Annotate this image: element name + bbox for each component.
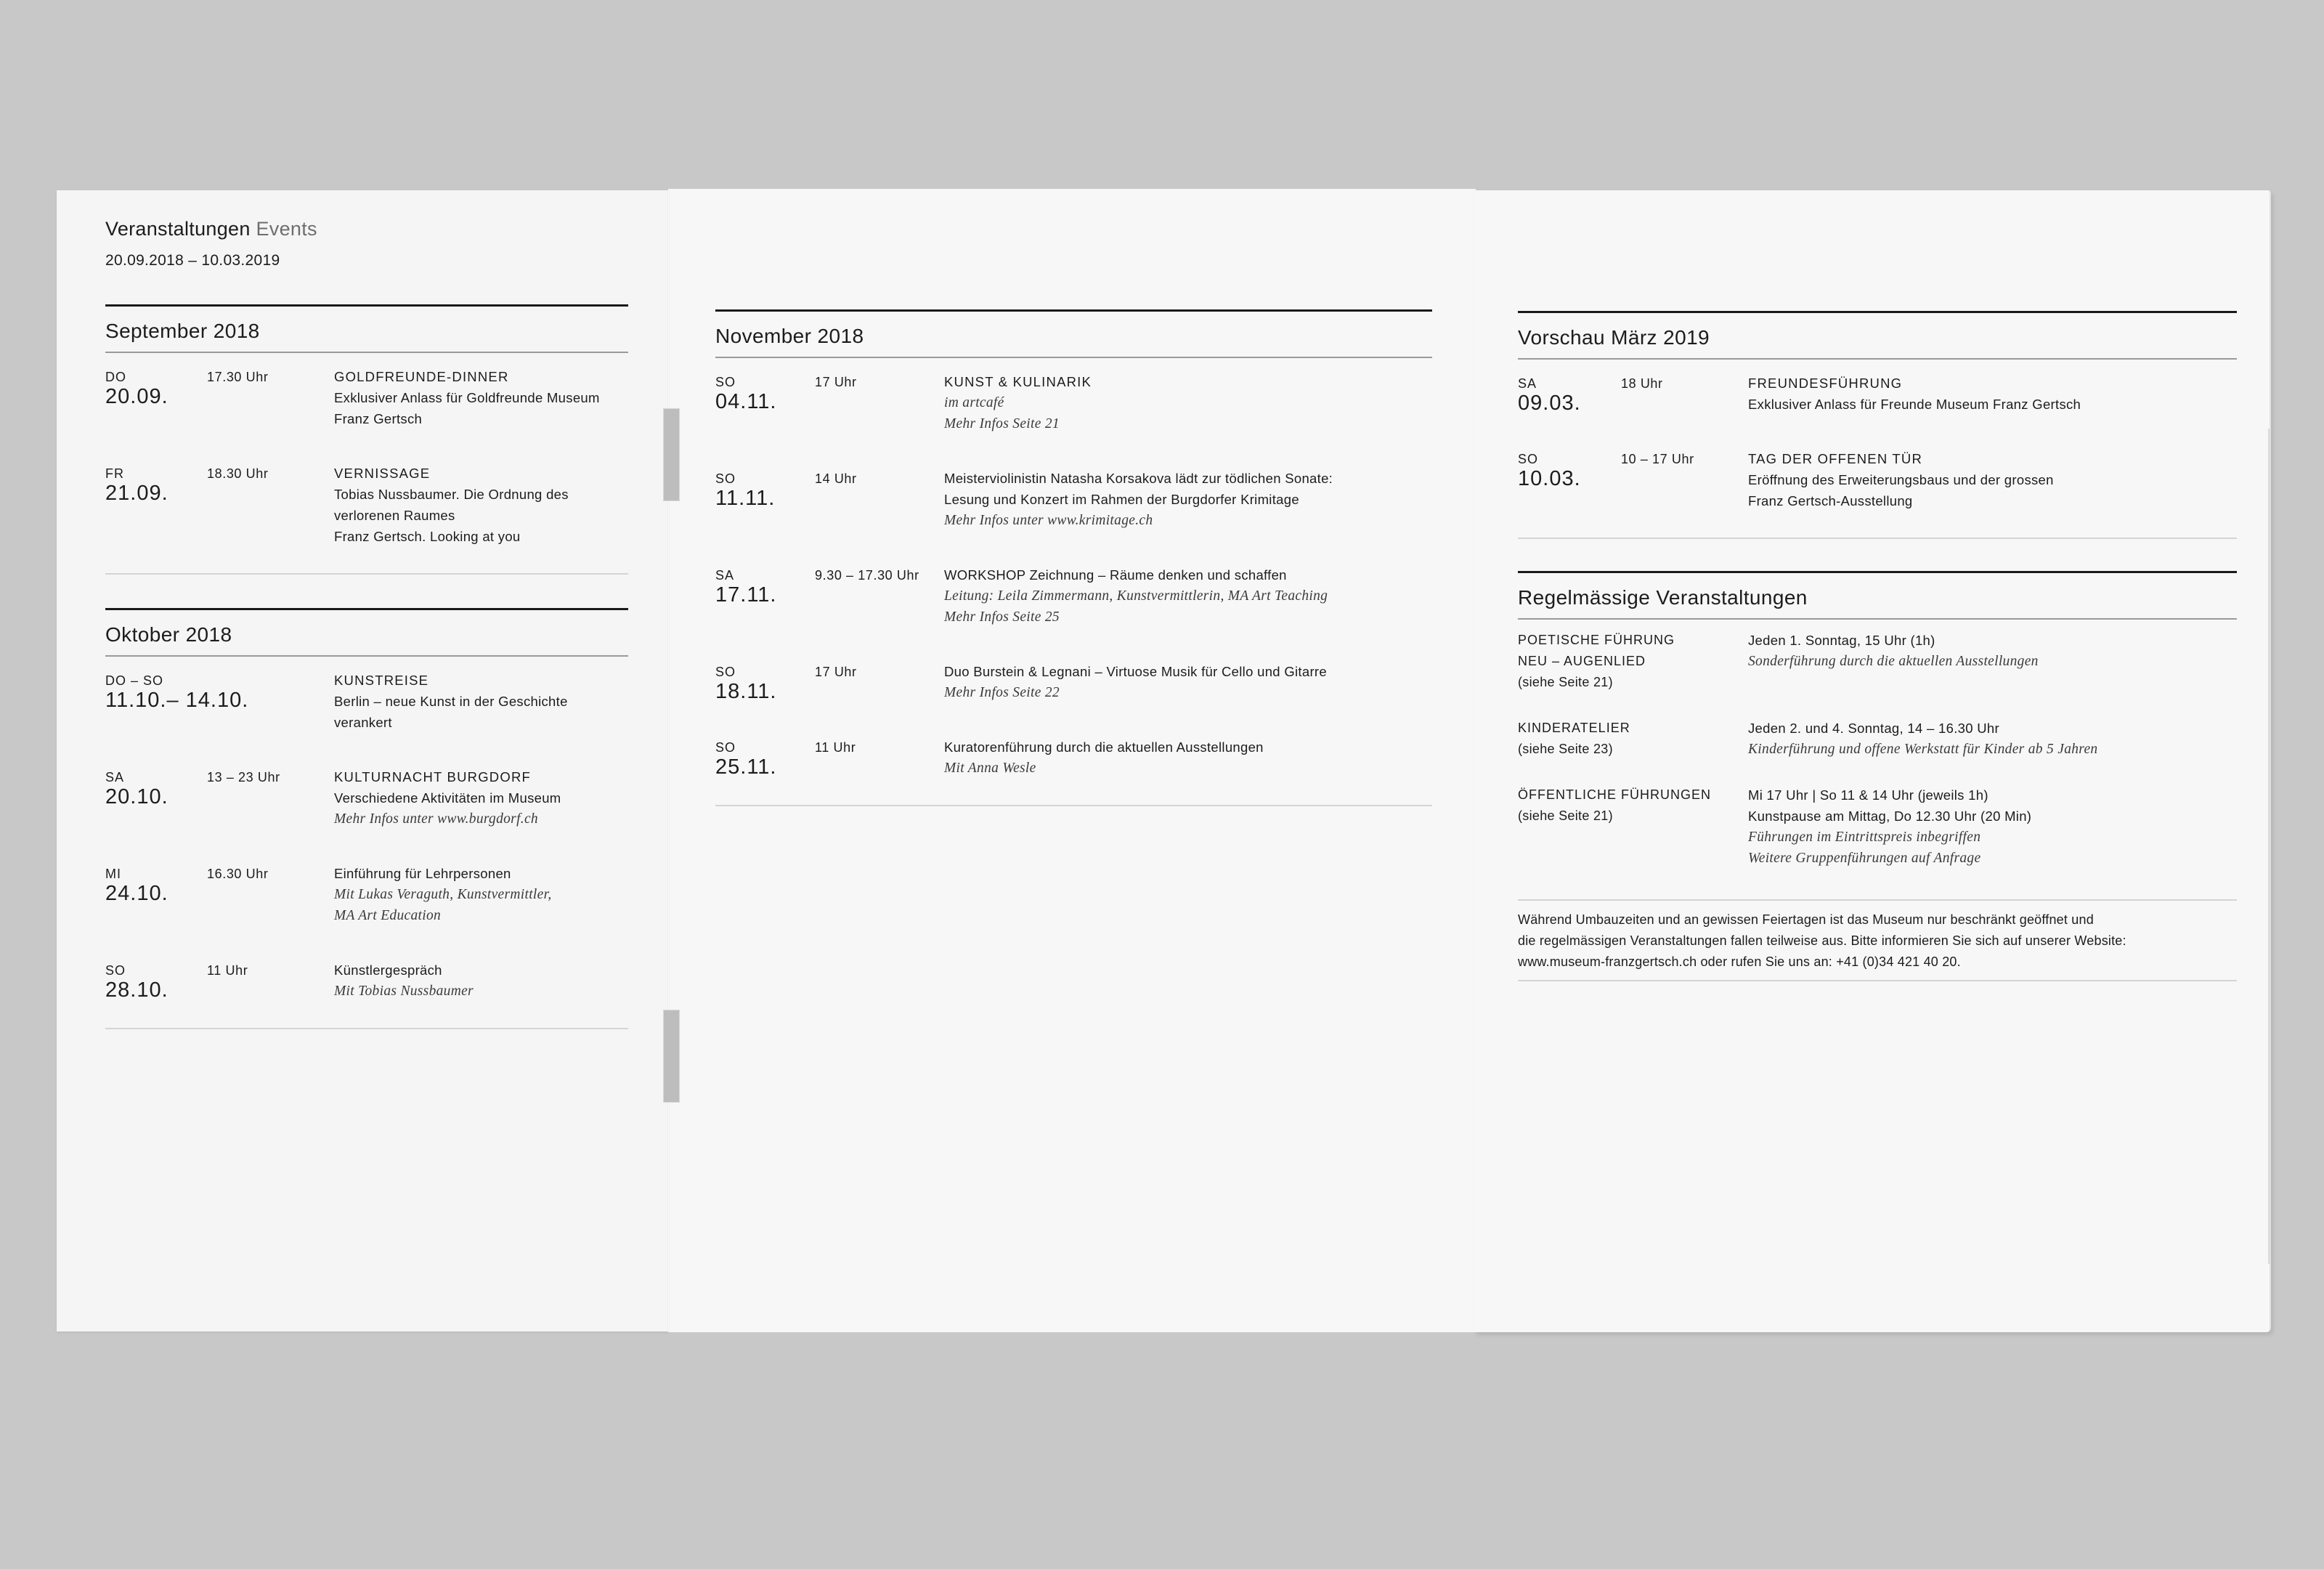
entry-desc-line: Mit Tobias Nussbaumer <box>334 984 474 999</box>
event-date: 21.09. <box>105 482 168 505</box>
entry-desc-line: Franz Gertsch <box>334 411 423 426</box>
regular-desc-line: Mi 17 Uhr | So 11 & 14 Uhr (jeweils 1h) <box>1748 787 1988 803</box>
regular-label-line: NEU – AUGENLIED <box>1518 654 1646 668</box>
event-date: 04.11. <box>715 390 777 413</box>
event-time: 18.30 Uhr <box>207 466 269 481</box>
event-entry <box>1518 376 2237 451</box>
entry-desc-line: KULTURNACHT BURGDORF <box>334 769 532 784</box>
entry-desc-line: WORKSHOP Zeichnung – Räume denken und schaffen <box>944 567 1287 583</box>
regular-desc-line: Weitere Gruppenführungen auf Anfrage <box>1748 851 1981 866</box>
regular-label-line: (siehe Seite 21) <box>1518 675 1613 689</box>
entry-desc-line: Franz Gertsch-Ausstellung <box>1748 493 1913 508</box>
event-date: 28.10. <box>105 978 168 1002</box>
event-weekday: MI <box>105 867 121 881</box>
event-entry <box>105 369 628 466</box>
month-section-oktober <box>105 610 628 1029</box>
month-section-september <box>105 307 628 575</box>
title-german: Veranstaltungen <box>105 218 251 240</box>
regular-label-line: KINDERATELIER <box>1518 721 1630 735</box>
event-weekday: DO <box>105 370 126 384</box>
event-date: 20.09. <box>105 385 168 408</box>
event-weekday: SO <box>715 665 736 679</box>
event-description <box>1748 373 2081 415</box>
regular-label-line: (siehe Seite 23) <box>1518 742 1613 756</box>
event-description <box>334 766 561 830</box>
date-range: 20.09.2018 – 10.03.2019 <box>105 252 280 269</box>
regular-desc-line: Jeden 1. Sonntag, 15 Uhr (1h) <box>1748 633 1935 648</box>
event-date: 17.11. <box>715 583 777 607</box>
event-time: 17 Uhr <box>815 665 857 679</box>
event-description <box>334 366 600 429</box>
event-time: 11 Uhr <box>207 963 248 978</box>
entry-desc-line: Mehr Infos Seite 25 <box>944 609 1060 625</box>
event-description <box>334 863 552 926</box>
event-description <box>944 468 1333 531</box>
event-time: 13 – 23 Uhr <box>207 770 280 784</box>
entry-desc-line: TAG DER OFFENEN TÜR <box>1748 451 1923 466</box>
month-heading: November 2018 <box>715 325 864 347</box>
entry-desc-line: Mehr Infos unter www.krimitage.ch <box>944 513 1153 528</box>
regular-events-list <box>1518 630 2237 893</box>
heading-rule <box>1518 358 2237 360</box>
heading-rule <box>715 357 1432 358</box>
heading-rule <box>1518 618 2237 620</box>
event-time: 9.30 – 17.30 Uhr <box>815 568 919 583</box>
month-heading: September 2018 <box>105 320 260 342</box>
event-time: 14 Uhr <box>815 471 857 486</box>
regular-event <box>1518 784 2237 893</box>
note-line: die regelmässigen Veranstaltungen fallen teilweise aus. Bitte informieren Sie sich auf unserer Website: <box>1518 933 2126 948</box>
entry-desc-line: verankert <box>334 715 392 730</box>
event-weekday: SA <box>715 568 735 583</box>
page-title <box>105 218 628 240</box>
entry-desc-line: Leitung: Leila Zimmermann, Kunstvermittlerin, MA Art Teaching <box>944 588 1328 604</box>
event-entry <box>105 866 628 962</box>
event-date: 09.03. <box>1518 392 1581 415</box>
entry-desc-line: Mehr Infos Seite 22 <box>944 685 1060 700</box>
event-date: 20.10. <box>105 785 168 808</box>
event-date: 11.10.– 14.10. <box>105 689 249 712</box>
regular-event <box>1518 718 2237 784</box>
entry-desc-line: MA Art Education <box>334 908 442 923</box>
event-weekday: SA <box>1518 376 1537 391</box>
regular-label-line: POETISCHE FÜHRUNG <box>1518 633 1675 647</box>
regular-desc-line: Kinderführung und offene Werkstatt für Kinder ab 5 Jahren <box>1748 742 2098 757</box>
event-date: 11.11. <box>715 487 776 510</box>
regular-event <box>1518 630 2237 718</box>
entry-desc-line: KUNST & KULINARIK <box>944 374 1092 389</box>
event-description <box>334 670 568 733</box>
heading-rule <box>105 352 628 353</box>
regular-events-heading: Regelmässige Veranstaltungen <box>1518 586 1808 609</box>
entry-desc-line: GOLDFREUNDE-DINNER <box>334 369 509 384</box>
event-entry <box>715 739 1432 815</box>
regular-event-description <box>1748 718 2097 760</box>
staple-top <box>663 408 680 501</box>
event-description <box>334 463 569 547</box>
note-line: Während Umbauzeiten und an gewissen Feiertagen ist das Museum nur beschränkt geöffnet und <box>1518 912 2094 927</box>
event-time: 11 Uhr <box>815 740 856 755</box>
page-fold <box>1473 190 1476 1331</box>
entry-desc-line: Mit Anna Wesle <box>944 761 1036 776</box>
event-description <box>334 960 474 1002</box>
entry-desc-line: Kuratorenführung durch die aktuellen Ausstellungen <box>944 739 1264 755</box>
staple-bottom <box>663 1010 680 1103</box>
title-english: Events <box>256 218 317 240</box>
regular-desc-line: Kunstpause am Mittag, Do 12.30 Uhr (20 Min) <box>1748 808 2032 824</box>
regular-desc-line: Jeden 2. und 4. Sonntag, 14 – 16.30 Uhr <box>1748 721 1999 736</box>
divider <box>1518 980 2237 981</box>
entry-desc-line: Franz Gertsch. Looking at you <box>334 529 521 544</box>
event-time: 17.30 Uhr <box>207 370 269 384</box>
regular-label-line: ÖFFENTLICHE FÜHRUNGEN <box>1518 787 1712 802</box>
event-entry <box>715 374 1432 471</box>
event-date: 24.10. <box>105 882 168 905</box>
event-weekday: SO <box>715 375 736 389</box>
event-time: 17 Uhr <box>815 375 857 389</box>
event-description <box>944 371 1092 434</box>
event-description <box>944 737 1264 779</box>
entry-desc-line: Exklusiver Anlass für Goldfreunde Museum <box>334 390 600 405</box>
event-date: 25.11. <box>715 755 777 779</box>
entry-desc-line: Berlin – neue Kunst in der Geschichte <box>334 694 568 709</box>
entry-desc-line: verlorenen Raumes <box>334 508 455 523</box>
event-description <box>944 661 1327 703</box>
heading-rule <box>105 655 628 657</box>
note-line: www.museum-franzgertsch.ch oder rufen Sie uns an: +41 (0)34 421 40 20. <box>1518 954 1961 969</box>
regular-label-line: (siehe Seite 21) <box>1518 808 1613 823</box>
entry-desc-line: Meisterviolinistin Natasha Korsakova lädt zur tödlichen Sonate: <box>944 471 1333 486</box>
entry-desc-line: Lesung und Konzert im Rahmen der Burgdorfer Krimitage <box>944 492 1299 507</box>
info-note <box>1518 901 2237 980</box>
event-entry <box>105 466 628 583</box>
right-column <box>1518 311 2237 981</box>
event-time: 18 Uhr <box>1621 376 1663 391</box>
month-section-maerz <box>1518 313 2237 539</box>
entry-desc-line: Mehr Infos unter www.burgdorf.ch <box>334 811 538 827</box>
event-entry <box>105 769 628 866</box>
entry-desc-line: Mehr Infos Seite 21 <box>944 416 1060 431</box>
event-date: 10.03. <box>1518 467 1581 490</box>
event-description <box>944 564 1328 628</box>
month-section-november <box>715 312 1432 806</box>
page-edge <box>2268 429 2270 1264</box>
event-weekday: SO <box>715 471 736 486</box>
event-description <box>1748 448 2054 511</box>
entry-desc-line: Eröffnung des Erweiterungsbaus und der grossen <box>1748 472 2054 487</box>
event-entry <box>715 567 1432 664</box>
event-weekday: DO – SO <box>105 673 164 688</box>
event-weekday: FR <box>105 466 124 481</box>
event-entry <box>715 471 1432 567</box>
entry-desc-line: Mit Lukas Veraguth, Kunstvermittler, <box>334 887 552 902</box>
booklet-spine <box>667 190 670 1331</box>
entry-desc-line: KUNSTREISE <box>334 673 429 688</box>
event-time: 10 – 17 Uhr <box>1621 452 1694 466</box>
entry-desc-line: Verschiedene Aktivitäten im Museum <box>334 790 561 806</box>
event-weekday: SO <box>105 963 126 978</box>
entry-desc-line: Tobias Nussbaumer. Die Ordnung des <box>334 487 569 502</box>
regular-desc-line: Führungen im Eintrittspreis inbegriffen <box>1748 830 1981 845</box>
left-column <box>105 218 628 1029</box>
event-entry <box>105 673 628 769</box>
event-weekday: SO <box>715 740 736 755</box>
event-entry <box>715 664 1432 739</box>
middle-column <box>715 309 1432 806</box>
entry-desc-line: VERNISSAGE <box>334 466 431 481</box>
event-time: 16.30 Uhr <box>207 867 269 881</box>
event-entry <box>105 962 628 1038</box>
event-date: 18.11. <box>715 680 777 703</box>
event-entry <box>1518 451 2237 548</box>
entry-desc-line: Exklusiver Anlass für Freunde Museum Franz Gertsch <box>1748 397 2081 412</box>
regular-event-description <box>1748 630 2039 672</box>
event-weekday: SO <box>1518 452 1539 466</box>
entry-desc-line: Duo Burstein & Legnani – Virtuose Musik für Cello und Gitarre <box>944 664 1327 679</box>
entry-desc-line: im artcafé <box>944 395 1004 410</box>
regular-event-description <box>1748 784 2031 869</box>
entry-desc-line: Einführung für Lehrpersonen <box>334 866 511 881</box>
entry-desc-line: FREUNDESFÜHRUNG <box>1748 376 1903 391</box>
month-heading: Oktober 2018 <box>105 623 232 646</box>
entry-desc-line: Künstlergespräch <box>334 962 442 978</box>
event-weekday: SA <box>105 770 125 784</box>
regular-desc-line: Sonderführung durch die aktuellen Ausstellungen <box>1748 654 2039 669</box>
month-heading: Vorschau März 2019 <box>1518 326 1710 349</box>
